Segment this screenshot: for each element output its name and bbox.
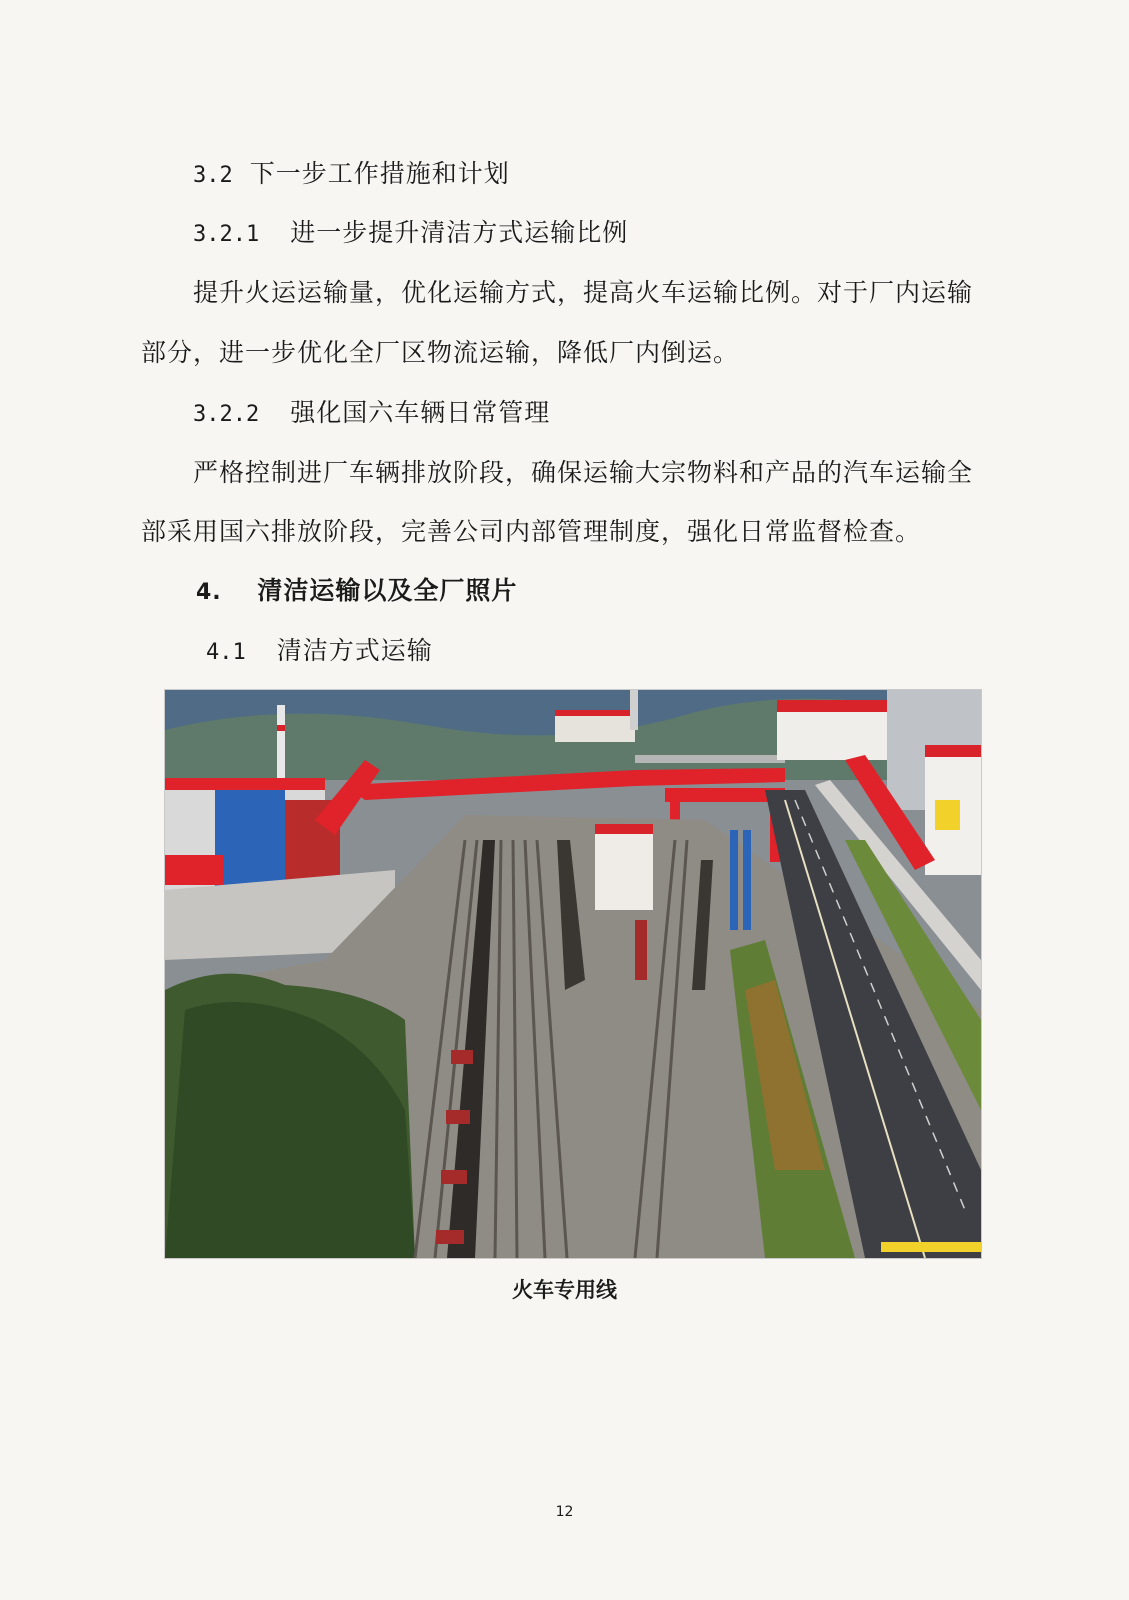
section-number: 3.2.2 [193, 402, 260, 427]
heading-3-2 [193, 154, 510, 190]
railway-photo-illustration [165, 690, 981, 1258]
section-number: 4.1 [206, 640, 246, 665]
section-number: 3.2.1 [193, 222, 260, 247]
heading-3-2-1 [193, 213, 628, 249]
section-title: 清洁运输以及全厂照片 [257, 576, 518, 605]
section-title: 下一步工作措施和计划 [249, 159, 510, 188]
page-number: 12 [555, 1504, 574, 1520]
section-title: 进一步提升清洁方式运输比例 [290, 218, 629, 247]
paragraph-1-line-1: 提升火运运输量，优化运输方式，提高火车运输比例。对于厂内运输 [193, 278, 974, 307]
railway-photo [165, 690, 981, 1258]
section-title: 清洁方式运输 [276, 636, 433, 665]
section-number: 3.2 [193, 163, 233, 188]
paragraph-1-line-2: 部分，进一步优化全厂区物流运输，降低厂内倒运。 [141, 338, 740, 367]
heading-4 [196, 571, 517, 607]
heading-3-2-2 [193, 393, 550, 429]
heading-4-1 [206, 631, 433, 667]
paragraph-2-line-2: 部采用国六排放阶段，完善公司内部管理制度，强化日常监督检查。 [141, 517, 922, 546]
section-title: 强化国六车辆日常管理 [290, 398, 551, 427]
paragraph-2-line-1: 严格控制进厂车辆排放阶段，确保运输大宗物料和产品的汽车运输全 [193, 458, 974, 487]
photo-caption: 火车专用线 [512, 1278, 617, 1302]
section-number: 4. [196, 580, 222, 605]
